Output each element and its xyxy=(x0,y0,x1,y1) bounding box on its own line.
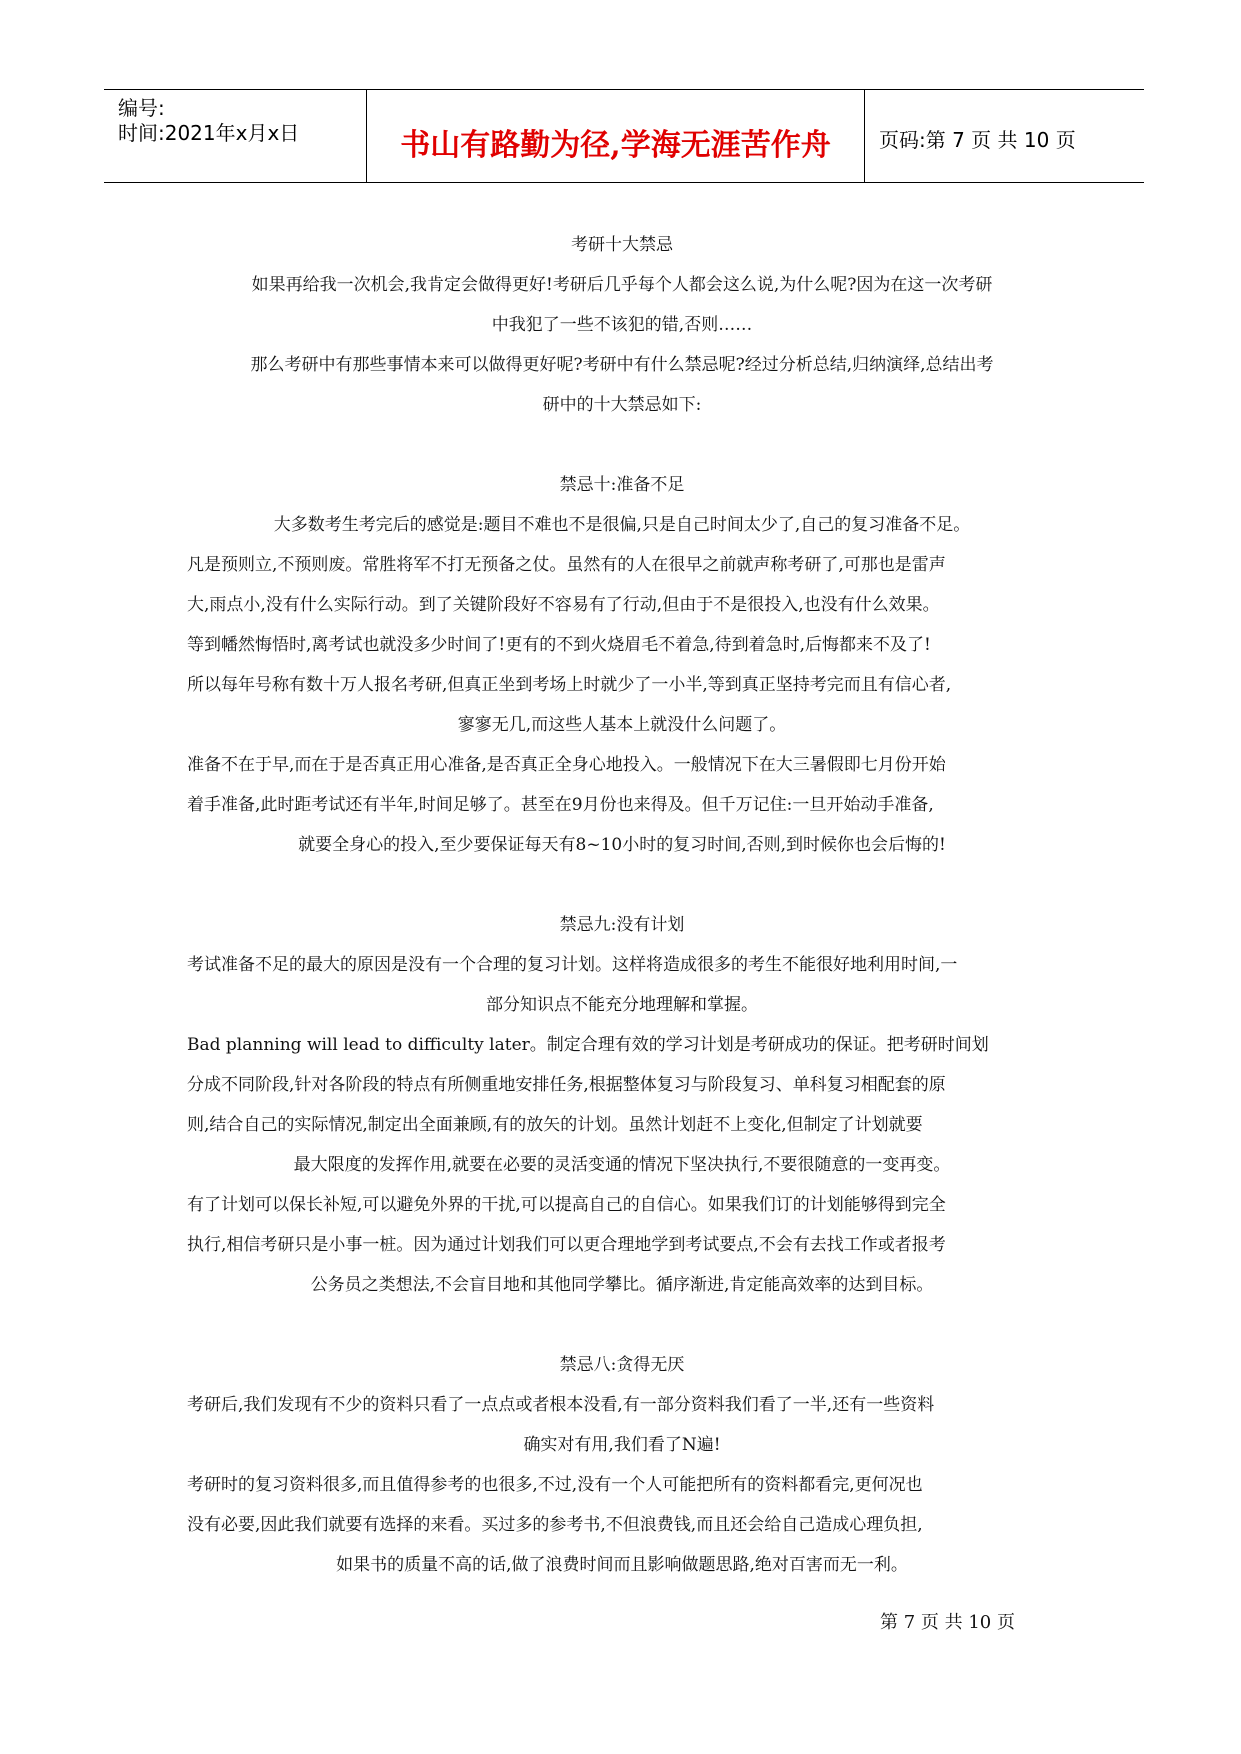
section-heading: 禁忌八:贪得无厌 xyxy=(559,1355,685,1375)
paragraph-line: 有了计划可以保长补短,可以避免外界的干扰,可以提高自己的自信心。如果我们订的计划能够得到完全 xyxy=(187,1195,946,1215)
intro-line: 那么考研中有那些事情本来可以做得更好呢?考研中有什么禁忌呢?经过分析总结,归纳演绎,总结出考 xyxy=(250,355,994,375)
paragraph-line: 考研后,我们发现有不少的资料只看了一点点或者根本没看,有一部分资料我们看了一半,还有一些资料 xyxy=(187,1395,935,1415)
intro-line: 中我犯了一些不该犯的错,否则…… xyxy=(491,315,753,335)
intro-line: 研中的十大禁忌如下: xyxy=(542,395,702,415)
header-motto-cell xyxy=(367,90,865,182)
paragraph-line: 考研时的复习资料很多,而且值得参考的也很多,不过,没有一个人可能把所有的资料都看完,更何况也 xyxy=(187,1475,923,1495)
document-number-label: 编号: xyxy=(118,96,165,120)
paragraph-line: 考试准备不足的最大的原因是没有一个合理的复习计划。这样将造成很多的考生不能很好地利用时间,一 xyxy=(187,955,958,975)
paragraph-line: 所以每年号称有数十万人报名考研,但真正坐到考场上时就少了一小半,等到真正坚持考完而且有信心者, xyxy=(187,675,952,695)
paragraph-line: 大多数考生考完后的感觉是:题目不难也不是很偏,只是自己时间太少了,自己的复习准备不足。 xyxy=(273,515,971,535)
paragraph-line: 没有必要,因此我们就要有选择的来看。买过多的参考书,不但浪费钱,而且还会给自己造成心理负担, xyxy=(187,1515,923,1535)
paragraph-line: 大,雨点小,没有什么实际行动。到了关键阶段好不容易有了行动,但由于不是很投入,也没有什么效果。 xyxy=(187,595,940,615)
paragraph-line: 如果书的质量不高的话,做了浪费时间而且影响做题思路,绝对百害而无一利。 xyxy=(336,1555,908,1575)
spacer xyxy=(187,1305,1057,1345)
paragraph-line: 分成不同阶段,针对各阶段的特点有所侧重地安排任务,根据整体复习与阶段复习、单科复习相配套的原 xyxy=(187,1075,946,1095)
document-title: 考研十大禁忌 xyxy=(571,235,673,255)
intro-line: 如果再给我一次机会,我肯定会做得更好!考研后几乎每个人都会这么说,为什么呢?因为在这一次考研 xyxy=(251,275,993,295)
page-header xyxy=(104,89,1144,183)
spacer xyxy=(187,865,1057,905)
paragraph-line: 寥寥无几,而这些人基本上就没什么问题了。 xyxy=(457,715,787,735)
paragraph-line: 则,结合自己的实际情况,制定出全面兼顾,有的放矢的计划。虽然计划赶不上变化,但制定了计划就要 xyxy=(187,1115,923,1135)
paragraph-line: 就要全身心的投入,至少要保证每天有8~10小时的复习时间,否则,到时候你也会后悔的! xyxy=(298,835,946,855)
page-footer: 第 7 页 共 10 页 xyxy=(880,1612,1015,1633)
paragraph-line: 执行,相信考研只是小事一桩。因为通过计划我们可以更合理地学到考试要点,不会有去找工作或者报考 xyxy=(187,1235,946,1255)
paragraph-line: Bad planning will lead to difficulty later。制定合理有效的学习计划是考研成功的保证。把考研时间划 xyxy=(187,1035,989,1055)
section-heading: 禁忌九:没有计划 xyxy=(559,915,685,935)
section-heading: 禁忌十:准备不足 xyxy=(559,475,685,495)
paragraph-line: 准备不在于早,而在于是否真正用心准备,是否真正全身心地投入。一般情况下在大三暑假即七月份开始 xyxy=(187,755,946,775)
header-meta-cell xyxy=(104,90,367,182)
paragraph-line: 凡是预则立,不预则废。常胜将军不打无预备之仗。虽然有的人在很早之前就声称考研了,可那也是雷声 xyxy=(187,555,946,575)
paragraph-line: 等到幡然悔悟时,离考试也就没多少时间了!更有的不到火烧眉毛不着急,待到着急时,后悔都来不及了! xyxy=(187,635,931,655)
header-motto: 书山有路勤为径,学海无涯苦作舟 xyxy=(400,128,831,163)
paragraph-line: 部分知识点不能充分地理解和掌握。 xyxy=(486,995,758,1015)
spacer xyxy=(187,425,1057,465)
document-time-label: 时间:2021年x月x日 xyxy=(118,121,300,145)
paragraph-line: 最大限度的发挥作用,就要在必要的灵活变通的情况下坚决执行,不要很随意的一变再变。 xyxy=(293,1155,951,1175)
header-page-cell xyxy=(865,90,1144,182)
paragraph-line: 确实对有用,我们看了N遍! xyxy=(523,1435,721,1455)
paragraph-line: 公务员之类想法,不会盲目地和其他同学攀比。循序渐进,肯定能高效率的达到目标。 xyxy=(310,1275,934,1295)
paragraph-line: 着手准备,此时距考试还有半年,时间足够了。甚至在9月份也来得及。但千万记住:一旦开始动手准备, xyxy=(187,795,934,815)
header-page-code: 页码:第 7 页 共 10 页 xyxy=(879,128,1076,152)
document-body xyxy=(187,225,1057,1585)
